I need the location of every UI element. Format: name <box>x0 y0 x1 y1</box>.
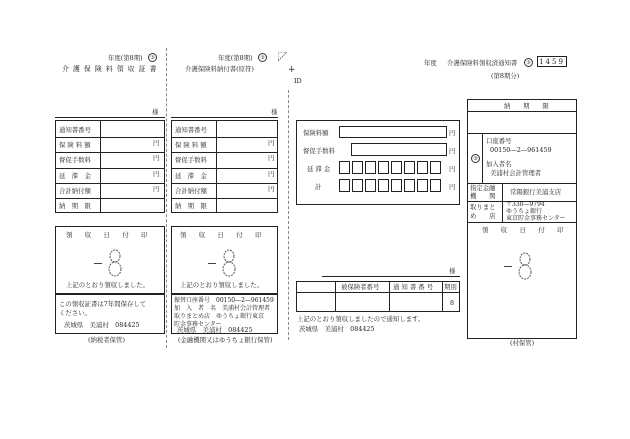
stamp-title: 領 収 日 付 印 <box>66 231 151 239</box>
yen-unit: 円 <box>449 147 456 155</box>
field-label: 督促手数料 <box>303 147 335 155</box>
yen-unit: 円 <box>449 129 456 137</box>
collect-label: 取りまと <box>470 203 496 211</box>
notice-number-box: 1459 <box>537 56 567 67</box>
field-label: 延 滞 金 <box>175 172 207 180</box>
field-label: 通知書番号 <box>175 126 207 134</box>
deadline-label: 納 期 限 <box>504 102 549 110</box>
collect-label: め 店 <box>470 212 496 220</box>
sama-label: 様 <box>271 108 278 116</box>
holder-label: 加入者名 <box>486 160 512 168</box>
field-label: 督促手数料 <box>59 156 91 164</box>
s3-amount-box <box>296 120 460 205</box>
field-label: 通知書番号 <box>59 126 91 134</box>
name-line <box>171 117 278 118</box>
table-header: 通 知 書 番 号 <box>393 283 434 291</box>
field-label: 計 <box>315 183 322 191</box>
s1-note-area <box>55 294 165 334</box>
town-code: 茨城県 美浦村 084425 <box>64 321 140 329</box>
s3-id-table <box>296 281 460 312</box>
dash-mark <box>94 263 102 264</box>
yen-unit: 円 <box>449 183 456 191</box>
yen-unit: 円 <box>268 139 275 147</box>
account-number: 00150―2―961459 <box>490 146 552 154</box>
s3-title: 介護保険料領収済通知書 <box>447 59 518 67</box>
note-line2: ください。 <box>59 309 91 317</box>
dash-mark <box>208 263 216 264</box>
stamp-figure-icon <box>518 252 532 280</box>
table-header: 被保険者番号 <box>341 283 380 291</box>
yen-unit: 円 <box>268 185 275 193</box>
dash-mark <box>504 266 512 267</box>
yen-unit: 円 <box>449 165 456 173</box>
note-line1: この領収証書は7年間保存して <box>59 300 147 308</box>
yen-unit: 円 <box>153 154 160 162</box>
name-line <box>55 117 165 118</box>
field-label: 合計納付額 <box>59 187 91 195</box>
cross-mark: + <box>288 65 296 75</box>
yen-unit: 円 <box>153 185 160 193</box>
separator <box>166 48 167 348</box>
s1-year: 年度(第8期) <box>108 54 143 62</box>
stamp-figure-icon <box>108 249 122 277</box>
bank-name: 常陽銀行美浦支店 <box>510 188 562 196</box>
id-label: ID <box>294 77 302 85</box>
collect-center: 東京貯金事務センター <box>506 215 566 222</box>
s4-footer: (村保管) <box>510 339 535 347</box>
field-label: 納 期 限 <box>59 202 91 210</box>
s2-footer: (金融機関又はゆうちょ銀行保管) <box>178 336 273 344</box>
field-label: 保 険 料 額 <box>59 141 91 149</box>
name-line <box>322 276 460 277</box>
s1-title: 介 護 保 険 料 領 収 証 書 <box>62 65 158 73</box>
s2-year: 年度(第8期) <box>218 54 253 62</box>
yen-unit: 円 <box>153 139 160 147</box>
sama-label: 様 <box>152 108 159 116</box>
town-code: 茨城県 美浦村 084425 <box>177 326 253 334</box>
bank-label: 機 関 <box>470 192 496 200</box>
bank-label: 指定金融 <box>470 184 496 192</box>
circle-mark: ③ <box>148 53 157 62</box>
fold-mark-icon <box>278 52 288 62</box>
s2-stamp-area <box>171 226 278 294</box>
account-info: 振替口座番号 00150―2―961459 <box>174 297 274 304</box>
s2-table <box>171 120 278 213</box>
received-text: 上記のとおり領収しました。 <box>66 281 150 289</box>
field-label: 保 険 料 額 <box>175 141 207 149</box>
s1-stamp-area <box>55 226 165 294</box>
period-value: 8 <box>450 299 455 307</box>
collect-bank: ゆうちょ銀行 <box>506 208 543 215</box>
circle-mark: ③ <box>471 154 480 163</box>
account-label: 口座番号 <box>486 137 512 145</box>
holder-name: 美浦村会計管理者 <box>490 169 542 177</box>
field-label: 合計納付額 <box>175 187 207 195</box>
s1-footer: (納税者保管) <box>88 336 125 344</box>
field-label: 延滞金 <box>307 165 333 173</box>
field-label: 納 期 限 <box>175 202 207 210</box>
circle-mark: ③ <box>258 53 267 62</box>
field-label: 保険料額 <box>303 129 329 137</box>
field-label: 延 滞 金 <box>59 172 91 180</box>
divider <box>502 183 503 222</box>
collect-info2: 貯金事務センター <box>174 321 222 328</box>
s4-frame <box>467 99 577 339</box>
s1-table <box>55 120 165 213</box>
field-label: 督促手数料 <box>175 156 207 164</box>
town-code: 茨城県 美浦村 084425 <box>299 325 375 333</box>
circle-mark: ③ <box>524 58 533 67</box>
holder-info: 加 入 者 名 美浦村会計管理者 <box>174 305 271 312</box>
table-header: 期別 <box>444 283 457 291</box>
received-text: 上記のとおり領収しましたので通知します。 <box>297 315 425 323</box>
yen-unit: 円 <box>268 154 275 162</box>
s3-period: (第8期分) <box>491 72 520 80</box>
s3-year: 年度 <box>424 59 437 67</box>
s2-title: 介護保険料納付書(原符) <box>185 65 254 73</box>
stamp-title: 領 収 日 付 印 <box>180 231 265 239</box>
amount-input <box>339 126 447 138</box>
fee-input <box>351 143 447 156</box>
stamp-title: 領 収 日 付 印 <box>482 226 567 234</box>
separator <box>288 90 289 340</box>
sama-label: 様 <box>449 267 456 275</box>
yen-unit: 円 <box>153 170 160 178</box>
yen-unit: 円 <box>268 170 275 178</box>
collect-postal: 〒330―9794 <box>506 201 545 208</box>
stamp-figure-icon <box>222 249 236 277</box>
divider <box>482 133 483 183</box>
received-text: 上記のとおり領収しました。 <box>180 281 264 289</box>
collect-info: 取りまとめ店 ゆうちょ銀行東京 <box>174 313 265 320</box>
